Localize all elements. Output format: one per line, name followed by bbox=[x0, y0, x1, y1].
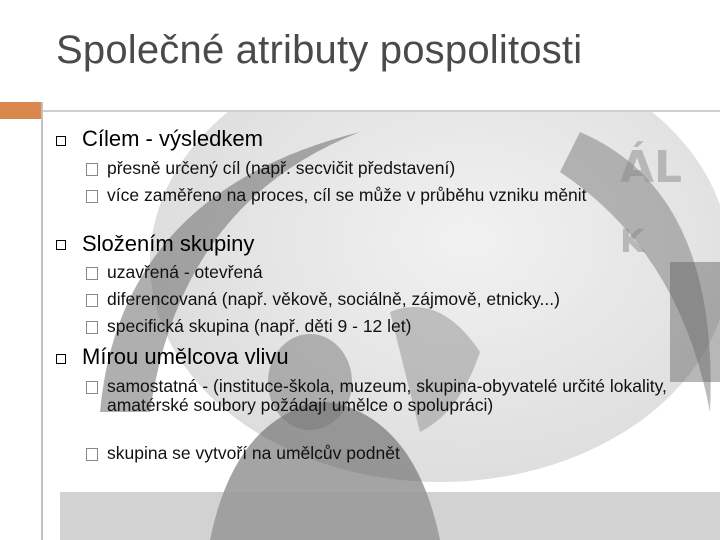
section-heading: Mírou umělcova vlivu bbox=[82, 344, 289, 369]
item-bullet-icon bbox=[86, 294, 98, 307]
svg-text:ÁL: ÁL bbox=[620, 142, 683, 193]
section-bullet-icon bbox=[56, 136, 66, 146]
list-item: přesně určený cíl (např. secvičit představení) bbox=[107, 158, 456, 178]
slide-title: Společné atributy pospolitosti bbox=[56, 28, 583, 72]
list-item: více zaměřeno na proces, cíl se může v průběhu vzniku měnit bbox=[107, 185, 587, 205]
section-heading: Cílem - výsledkem bbox=[82, 126, 263, 151]
item-bullet-icon bbox=[86, 190, 98, 203]
section-heading: Složením skupiny bbox=[82, 231, 255, 256]
list-item: skupina se vytvoří na umělcův podnět bbox=[107, 443, 400, 463]
item-bullet-icon bbox=[86, 267, 98, 280]
list-item: specifická skupina (např. děti 9 - 12 let) bbox=[107, 316, 412, 336]
item-bullet-icon bbox=[86, 321, 98, 334]
item-bullet-icon bbox=[86, 448, 98, 461]
list-item: uzavřená - otevřená bbox=[107, 262, 263, 282]
svg-text:K: K bbox=[620, 222, 645, 260]
section-bullet-icon bbox=[56, 354, 66, 364]
item-bullet-icon bbox=[86, 163, 98, 176]
section-bullet-icon bbox=[56, 240, 66, 250]
list-item: diferencovaná (např. věkově, sociálně, zájmově, etnicky...) bbox=[107, 289, 560, 309]
item-bullet-icon bbox=[86, 381, 98, 394]
list-item: samostatná - (instituce-škola, muzeum, skupina-obyvatelé určité lokality, amatérské soubory požádají umělce o spolupráci) bbox=[107, 376, 667, 415]
